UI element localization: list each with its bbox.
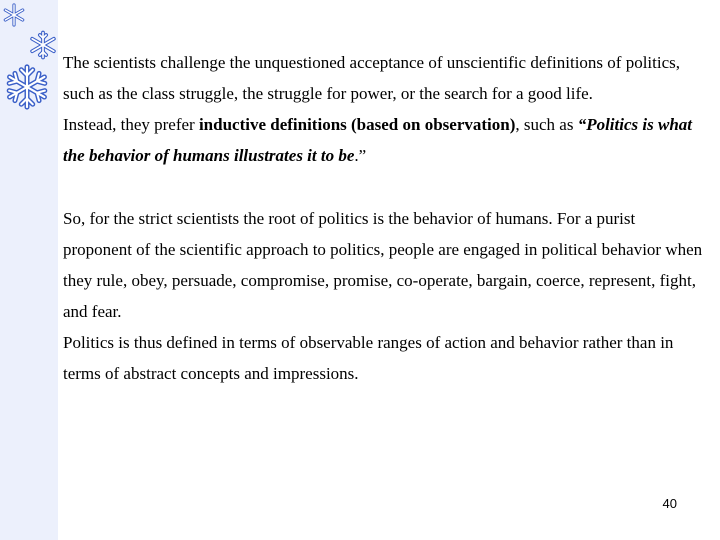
paragraph-inductive <box>63 109 703 171</box>
snowflake-icon <box>28 30 58 60</box>
paragraph-intro: The scientists challenge the unquestioned acceptance of unscientific definitions of politics, such as the class struggle, the struggle for power, or the search for a good life. <box>63 53 680 103</box>
paragraph-inductive-start: Instead, they prefer <box>63 115 199 134</box>
emphasis-inductive-definitions: inductive definitions (based on observation) <box>198 115 516 134</box>
page-number: 40 <box>662 496 677 511</box>
snowflake-icon <box>2 3 26 27</box>
decorative-side-band <box>0 0 58 540</box>
slide-body <box>63 47 703 389</box>
paragraph-behavior-root: So, for the strict scientists the root of politics is the behavior of humans. For a purist proponent of the scientific approach to politics, people are engaged in political behavior when they rule, obey, persuade, compromise, promise, co-operate, bargain, coerce, represent, fight, and fear. <box>63 209 703 321</box>
quote-close: .” <box>354 146 367 165</box>
paragraph-spacer <box>63 171 703 203</box>
paragraph-inductive-connector: , such as <box>515 115 578 134</box>
snowflake-icon <box>4 64 50 110</box>
quote-open-mark: “ <box>577 115 587 134</box>
quoted-definition: Politics is what the behavior of humans illustrates it to be <box>63 115 692 165</box>
paragraph-conclusion: Politics is thus defined in terms of observable ranges of action and behavior rather than in terms of abstract concepts and impressions. <box>63 333 674 383</box>
